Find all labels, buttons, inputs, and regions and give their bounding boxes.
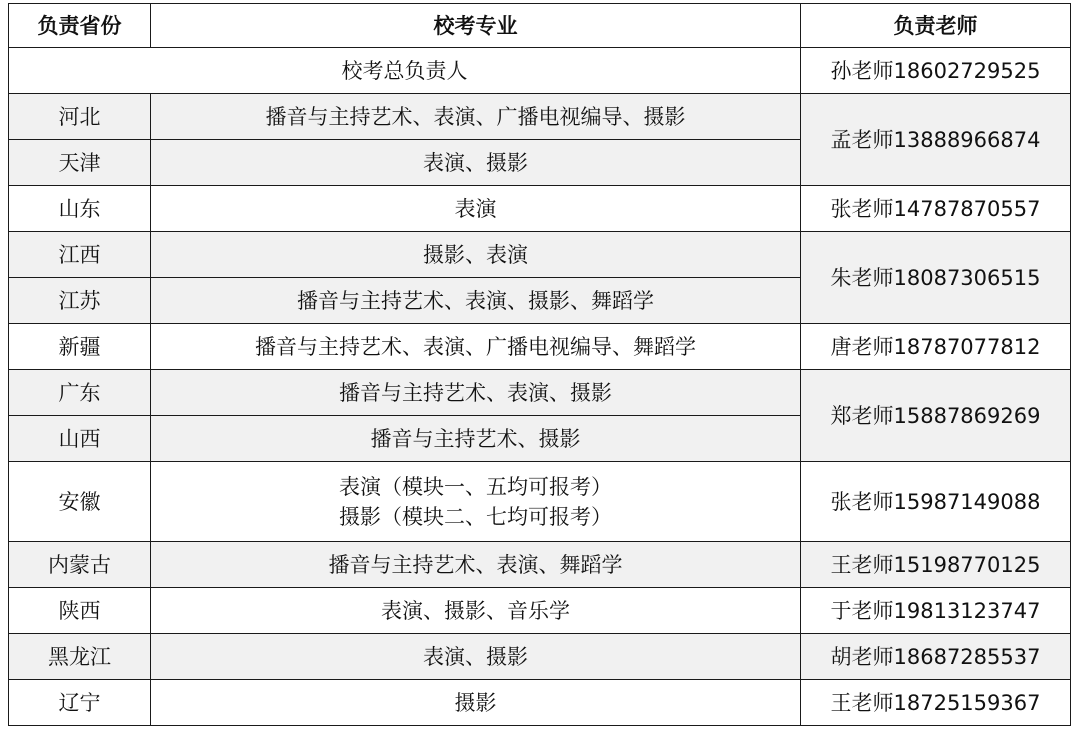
- teacher-cell: 于老师19813123747: [801, 588, 1071, 634]
- table-row: [9, 48, 1071, 94]
- majors-cell: 表演、摄影: [151, 634, 801, 680]
- province-cell: 广东: [9, 370, 151, 416]
- teacher-cell: 张老师14787870557: [801, 186, 1071, 232]
- teacher-cell: 王老师15198770125: [801, 542, 1071, 588]
- table-row: [9, 94, 1071, 140]
- majors-cell: 播音与主持艺术、表演、舞蹈学: [151, 542, 801, 588]
- majors-cell: 播音与主持艺术、表演、广播电视编导、摄影: [151, 94, 801, 140]
- majors-cell: 播音与主持艺术、摄影: [151, 416, 801, 462]
- teacher-cell: 孟老师13888966874: [801, 94, 1071, 186]
- header-majors: 校考专业: [151, 4, 801, 48]
- province-cell: 陕西: [9, 588, 151, 634]
- province-cell: 新疆: [9, 324, 151, 370]
- header-province: 负责省份: [9, 4, 151, 48]
- table-row: [9, 324, 1071, 370]
- table-row: [9, 186, 1071, 232]
- teacher-cell: 张老师15987149088: [801, 462, 1071, 542]
- province-cell: 江苏: [9, 278, 151, 324]
- teacher-cell: 孙老师18602729525: [801, 48, 1071, 94]
- teacher-cell: 胡老师18687285537: [801, 634, 1071, 680]
- table-row: [9, 542, 1071, 588]
- majors-cell: 表演、摄影、音乐学: [151, 588, 801, 634]
- majors-cell: 摄影、表演: [151, 232, 801, 278]
- table-row: [9, 588, 1071, 634]
- majors-line: 表演（模块一、五均可报考）: [339, 474, 612, 499]
- majors-line: 摄影（模块二、七均可报考）: [339, 504, 612, 529]
- province-cell: 黑龙江: [9, 634, 151, 680]
- province-cell: 河北: [9, 94, 151, 140]
- table-row: [9, 370, 1071, 416]
- majors-cell: 播音与主持艺术、表演、摄影、舞蹈学: [151, 278, 801, 324]
- teacher-cell: 郑老师15887869269: [801, 370, 1071, 462]
- province-cell: 天津: [9, 140, 151, 186]
- majors-cell: 表演: [151, 186, 801, 232]
- majors-cell: [151, 462, 801, 542]
- table-row: [9, 232, 1071, 278]
- majors-cell: 摄影: [151, 680, 801, 726]
- teacher-cell: 唐老师18787077812: [801, 324, 1071, 370]
- teacher-cell: 朱老师18087306515: [801, 232, 1071, 324]
- contact-table: [8, 3, 1071, 726]
- province-cell: 安徽: [9, 462, 151, 542]
- majors-cell: 播音与主持艺术、表演、摄影: [151, 370, 801, 416]
- general-label: 校考总负责人: [9, 48, 801, 94]
- province-cell: 内蒙古: [9, 542, 151, 588]
- majors-cell: 表演、摄影: [151, 140, 801, 186]
- province-cell: 山东: [9, 186, 151, 232]
- province-cell: 山西: [9, 416, 151, 462]
- table-row: [9, 680, 1071, 726]
- table-row: [9, 634, 1071, 680]
- header-teacher: 负责老师: [801, 4, 1071, 48]
- province-cell: 辽宁: [9, 680, 151, 726]
- teacher-cell: 王老师18725159367: [801, 680, 1071, 726]
- province-cell: 江西: [9, 232, 151, 278]
- majors-cell: 播音与主持艺术、表演、广播电视编导、舞蹈学: [151, 324, 801, 370]
- header-row: [9, 4, 1071, 48]
- table-row: [9, 462, 1071, 542]
